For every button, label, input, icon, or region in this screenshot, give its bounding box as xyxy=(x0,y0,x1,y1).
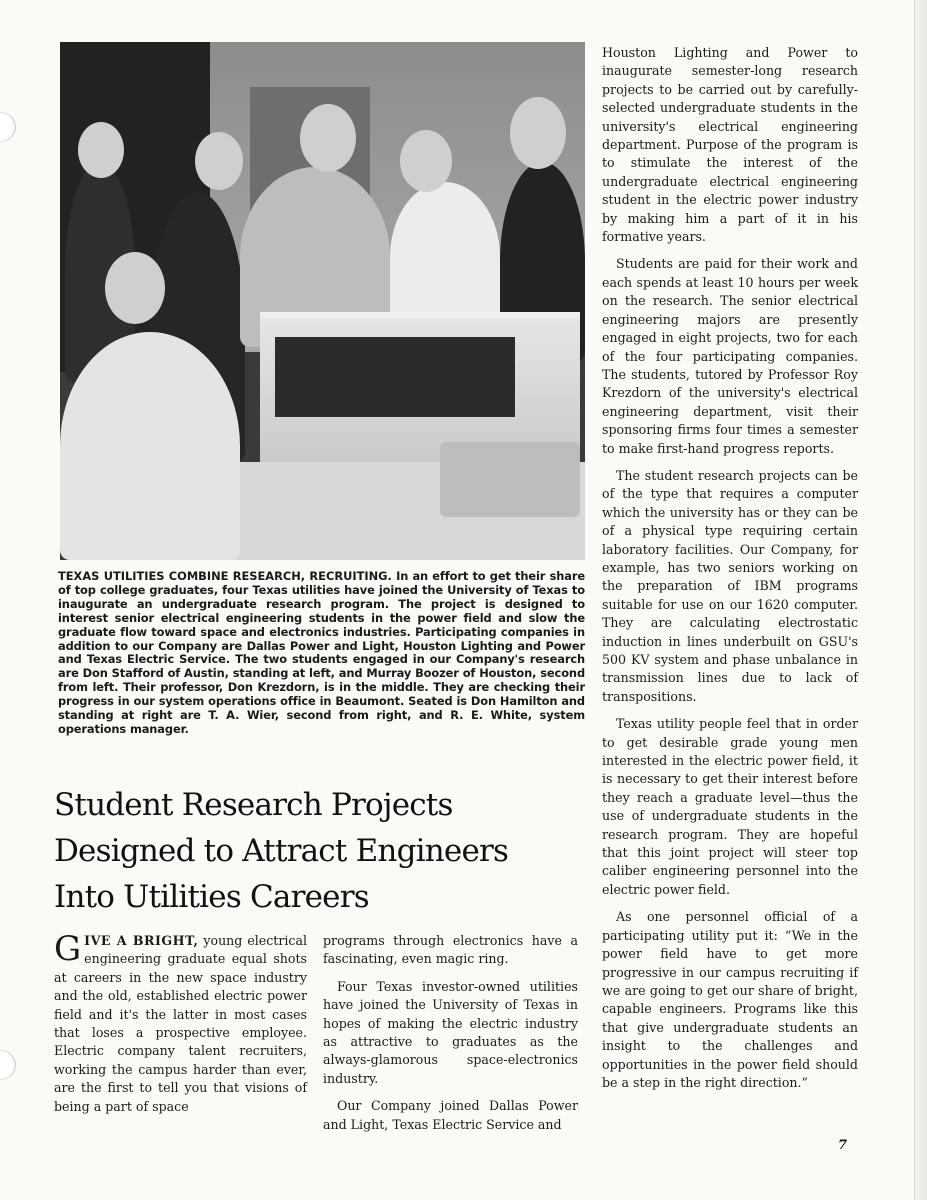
paragraph: Houston Lighting and Power to inaugurate semester-long research projects to be carried out by carefully-selected undergraduate students in the university's electrical engineering department. Purpose of the program is to stimulate the interest of the undergraduate electrical engineering student in the electric power industry by making him a part of it in his formative years. xyxy=(602,45,858,245)
caption-lead: TEXAS UTILITIES COMBINE RESEARCH, RECRUITING. xyxy=(58,569,392,583)
photograph xyxy=(60,42,585,560)
article-headline xyxy=(54,782,554,920)
paragraph: The student research projects can be of the type that requires a computer which the university has or they can be of a physical type requiring certain laboratory facilities. Our Company, for example, has two seniors working on the preparation of IBM programs suitable for use on our 1620 computer. They are calculating electrostatic induction in lines underbuilt on GSU's 500 KV system and phase unbalance in transmission lines due to lack of transpositions. xyxy=(602,467,858,704)
paragraph xyxy=(54,929,307,1116)
headline-line-3: Into Utilities Careers xyxy=(54,879,369,915)
person-seated xyxy=(60,332,240,560)
paragraph: Our Company joined Dallas Power and Light, Texas Electric Service and xyxy=(323,1098,578,1132)
person-head xyxy=(78,122,124,178)
article-column-3 xyxy=(602,44,858,1101)
drop-cap: G xyxy=(54,929,82,969)
paragraph: Texas utility people feel that in order to get desirable grade young men interested in the electric power field, it is necessary to get their interest before they reach a graduate level—thus the use of undergraduate students in the research program. They are hopeful that this joint project will steer top caliber engineering personnel into the electric power field. xyxy=(602,716,858,897)
binder-hole-bottom xyxy=(0,1050,16,1080)
console-panel xyxy=(275,337,515,417)
page-edge xyxy=(914,0,927,1200)
person-head xyxy=(105,252,165,324)
typewriter xyxy=(440,442,580,517)
person-head xyxy=(510,97,566,169)
headline-line-1: Student Research Projects xyxy=(54,787,453,823)
person-head xyxy=(195,132,243,190)
paragraph: Four Texas investor-owned utilities have joined the University of Texas in hopes of making the electric industry as attractive to graduates as the always-glamorous space-electronics industry. xyxy=(323,978,578,1086)
paragraph-text: young electrical engineering graduate equal shots at careers in the new space industry and the old, established electric power field and it's the latter in most cases that loses a prospective employee. Electric company talent recruiters, working the campus harder than ever, are the first to tell you that visions of being a part of space xyxy=(54,933,307,1114)
person-head xyxy=(400,130,452,192)
paragraph: programs through electronics have a fascinating, even magic ring. xyxy=(323,933,578,967)
paragraph: Students are paid for their work and each spends at least 10 hours per week on the research. The senior electrical engineering majors are presently engaged in eight projects, two for each of the four participating companies. The students, tutored by Professor Roy Krezdorn of the university's electrical engineering department, visit their sponsoring firms four times a semester to make first-hand progress reports. xyxy=(602,256,858,456)
binder-hole-top xyxy=(0,112,16,142)
article-column-1 xyxy=(54,929,307,1125)
caption-body: In an effort to get their share of top college graduates, four Texas utilities have joined the University of Texas to inaugurate an undergraduate research program. The project is designed to interest senior electrical engineering students in the power field and slow the graduate flow toward space and electronics industries. Participating companies in addition to our Company are Dallas Power and Light, Houston Lighting and Power and Texas Electric Service. The two students engaged in our Company's research are Don Stafford of Austin, standing at left, and Murray Boozer of Houston, second from left. Their professor, Don Krezdorn, is in the middle. They are checking their progress in our system operations office in Beaumont. Seated is Don Hamilton and standing at right are T. A. Wier, second from right, and R. E. White, system operations manager. xyxy=(58,569,585,736)
headline-line-2: Designed to Attract Engineers xyxy=(54,833,509,869)
lead-in: IVE A BRIGHT, xyxy=(84,933,199,948)
page-number: 7 xyxy=(838,1138,848,1153)
paragraph: As one personnel official of a participating utility put it: “We in the power field have to get more progressive in our campus recruiting if we are going to get our share of bright, capable engineers. Programs like this that give undergraduate students an insight to the challenges and opportunities in the power field should be a step in the right direction.” xyxy=(602,909,858,1090)
person-head xyxy=(300,104,356,172)
photo-caption xyxy=(58,570,585,737)
article-column-2 xyxy=(323,932,578,1143)
person-second-right xyxy=(390,182,500,332)
